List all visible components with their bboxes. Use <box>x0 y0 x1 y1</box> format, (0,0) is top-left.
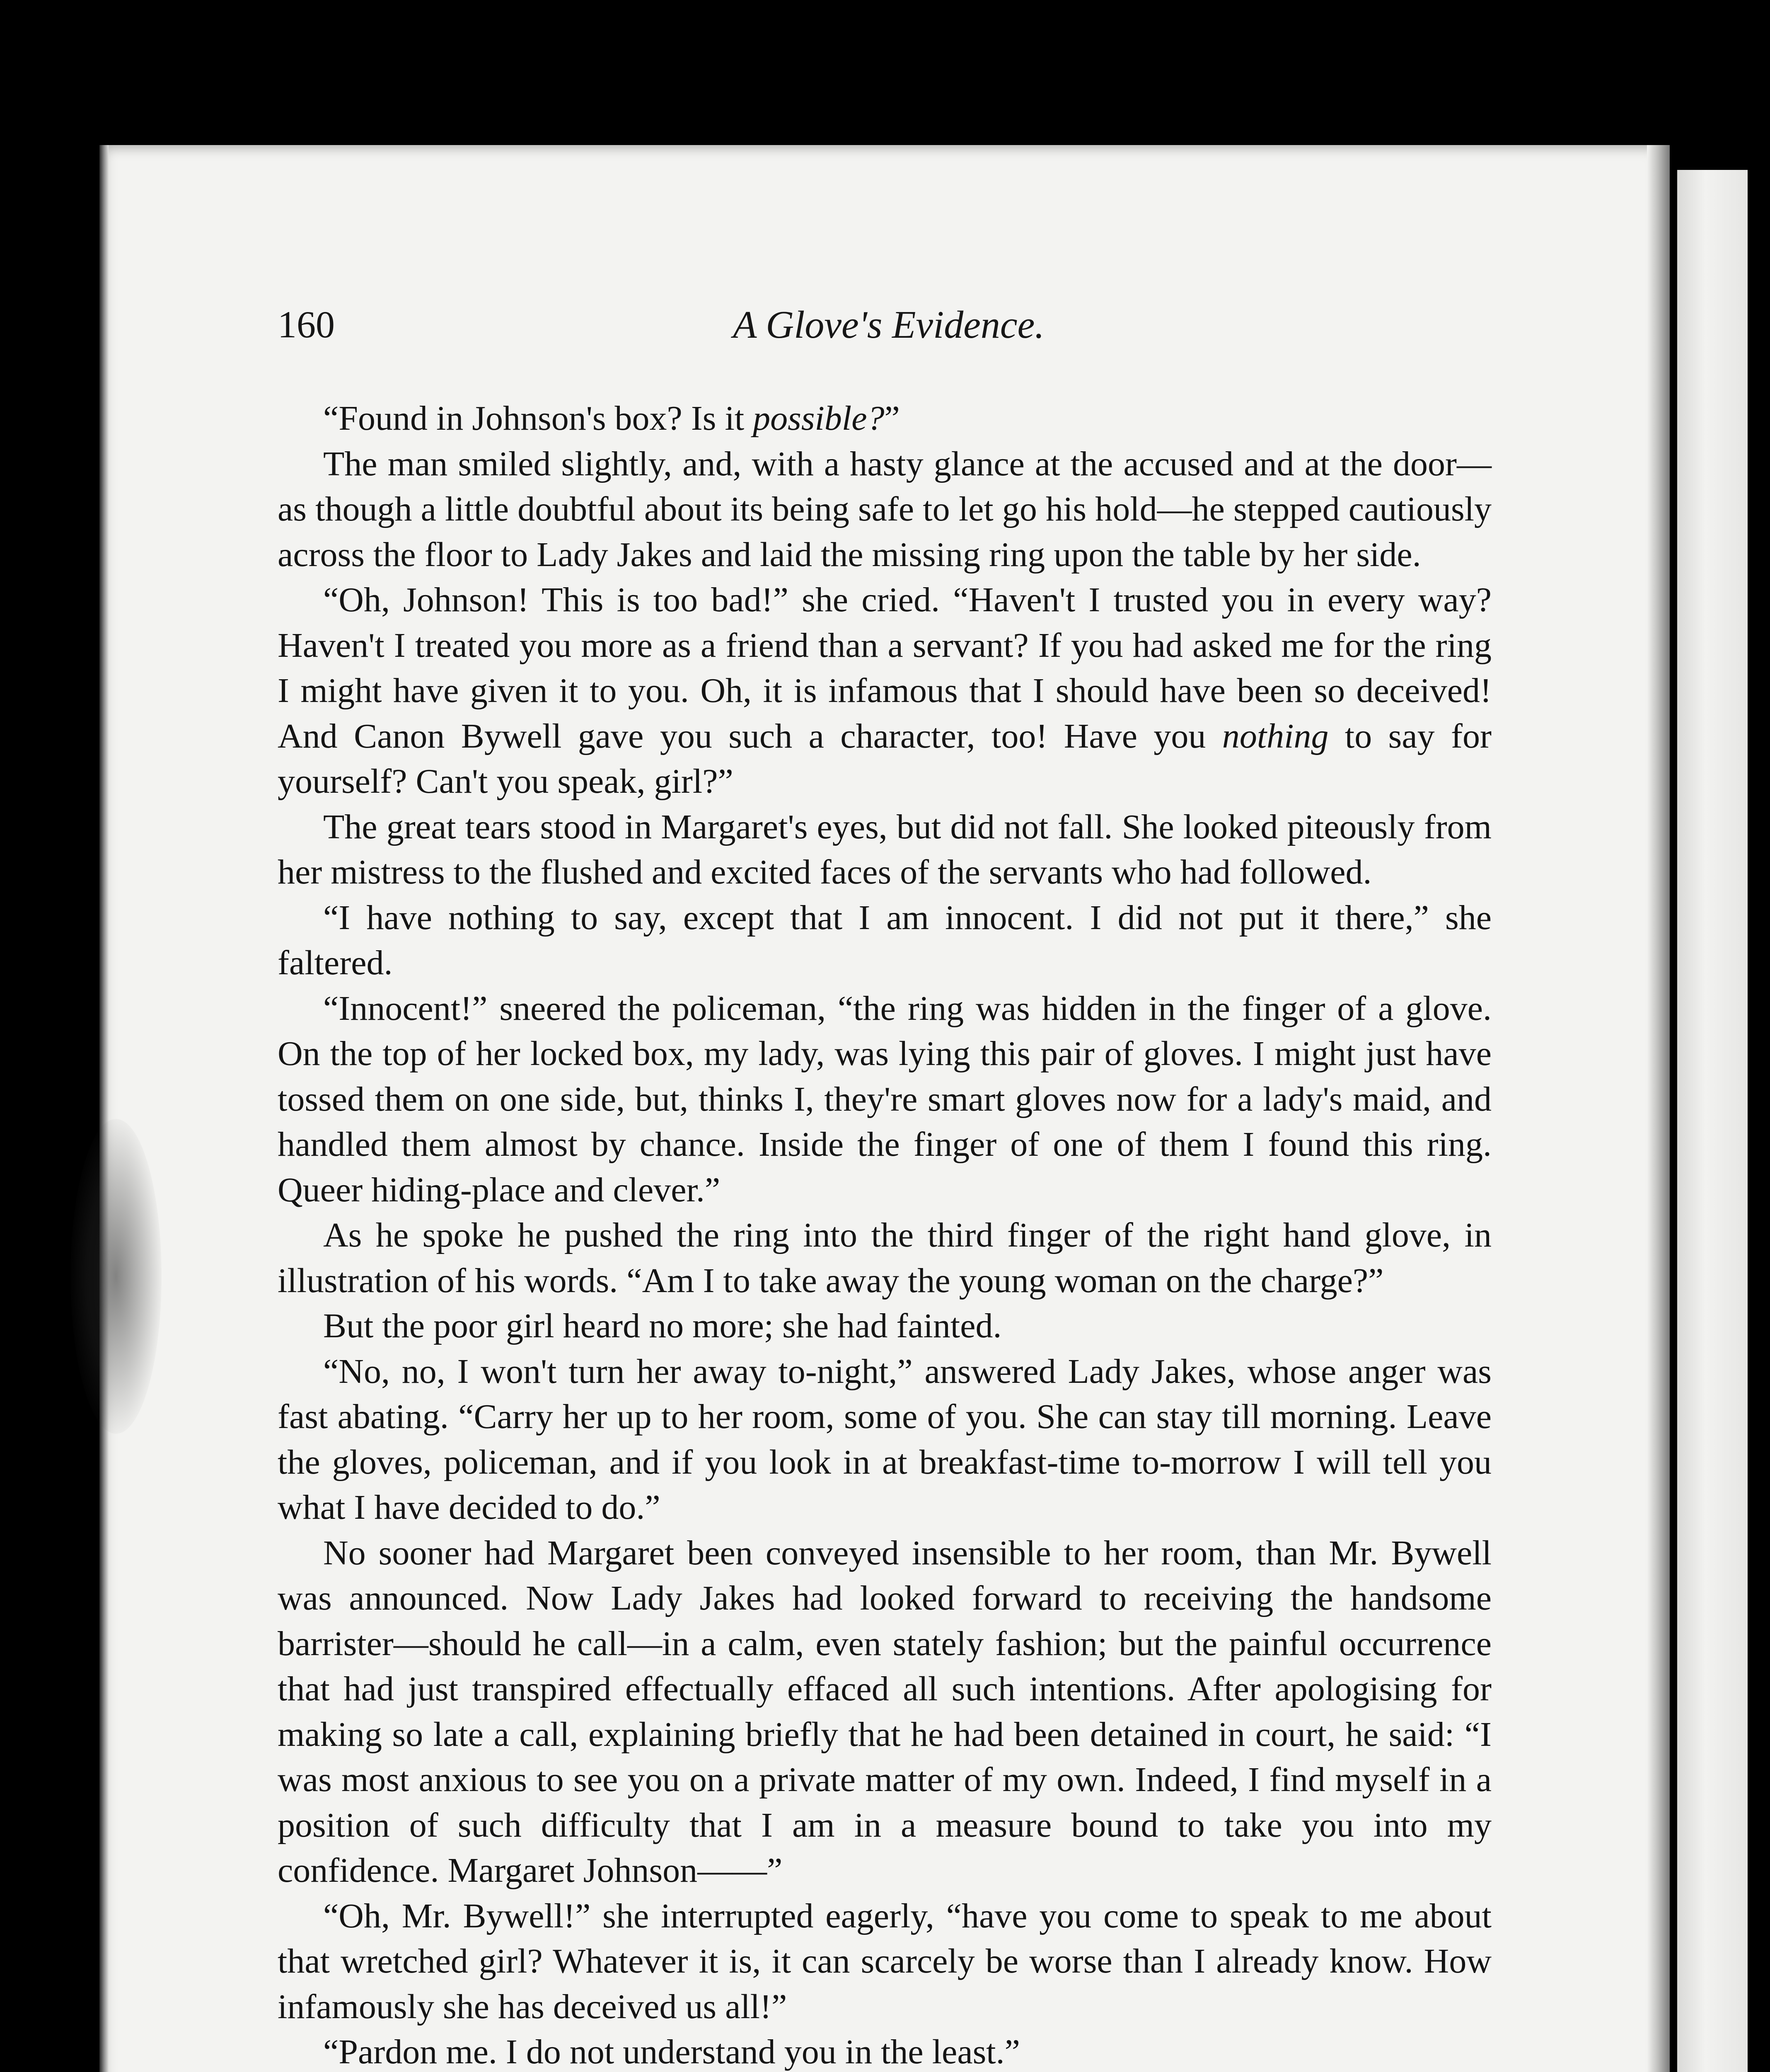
paragraph-3-text-a: “Oh, Johnson! This is too bad!” she cried. “Haven't I trusted you in every way? Haven't I treated you more as a friend than a servant? If you had asked me for the ring I might have given it to you. Oh, it is infamous that I should have been so deceived! And Canon Bywell gave you such a character, too! Have you <box>278 581 1492 755</box>
paragraph-7: As he spoke he pushed the ring into the third finger of the right hand glove, in illustration of his words. “Am I to take away the young woman on the charge?” <box>278 1216 1492 1300</box>
running-title: A Glove's Evidence. <box>733 303 1045 346</box>
paragraph-1-text-b: ” <box>884 399 900 438</box>
paragraph-5: “I have nothing to say, except that I am innocent. I did not put it there,” she faltered. <box>278 898 1492 982</box>
body-text <box>278 396 1492 2072</box>
paragraph-3-text-b: to say for yourself? Can't you speak, girl?” <box>278 716 1492 801</box>
paragraph-1-italic: possible? <box>753 399 885 438</box>
adjacent-page-edge <box>1677 170 1748 2072</box>
paragraph-11: “Oh, Mr. Bywell!” she interrupted eagerly, “have you come to speak to me about that wretched girl? Whatever it is, it can scarcely be worse than I already know. How infamously she has deceived us all!” <box>278 1896 1492 2026</box>
paragraph-3-italic: nothing <box>1222 716 1329 755</box>
paragraph-6: “Innocent!” sneered the policeman, “the ring was hidden in the finger of a glove. On the top of her locked box, my lady, was lying this pair of gloves. I might just have tossed them on one side, but, thinks I, they're smart gloves now for a lady's maid, and handled them almost by chance. Inside the finger of one of them I found this ring. Queer hiding-place and clever.” <box>278 989 1492 1209</box>
paragraph-2: The man smiled slightly, and, with a hasty glance at the accused and at the door—as though a little doubtful about its being safe to let go his hold—he stepped cautiously across the floor to Lady Jakes and laid the missing ring upon the table by her side. <box>278 444 1492 574</box>
page-number: 160 <box>278 303 335 346</box>
paragraph-10: No sooner had Margaret been conveyed insensible to her room, than Mr. Bywell was announced. Now Lady Jakes had looked forward to receiving the handsome barrister—should he call—in a calm, even stately fashion; but the painful occurrence that had just transpired effectually effaced all such intentions. After apologising for making so late a call, explaining briefly that he had been detained in court, he said: “I was most anxious to see you on a private matter of my own. Indeed, I find myself in a position of such difficulty that I am in a measure bound to take you into my confidence. Margaret Johnson——” <box>278 1533 1492 1890</box>
paragraph-4: The great tears stood in Margaret's eyes, but did not fall. She looked piteously from her mistress to the flushed and excited faces of the servants who had followed. <box>278 807 1492 891</box>
paragraph-8: But the poor girl heard no more; she had fainted. <box>323 1307 1002 1345</box>
paragraph-3 <box>278 577 1492 804</box>
thumb-shadow <box>70 1119 162 1434</box>
running-header <box>278 303 1500 356</box>
paragraph-12: “Pardon me. I do not understand you in the least.” <box>323 2033 1020 2071</box>
paragraph-1 <box>278 396 1492 441</box>
page-right-edge <box>1647 145 1670 2072</box>
paragraph-9: “No, no, I won't turn her away to-night,” answered Lady Jakes, whose anger was fast abating. “Carry her up to her room, some of you. She can stay till morning. Leave the gloves, policeman, and if you look in at breakfast-time to-morrow I will tell you what I have decided to do.” <box>278 1352 1492 1527</box>
paragraph-1-text-a: “Found in Johnson's box? Is it <box>323 399 753 438</box>
page-gutter-shadow <box>99 145 109 2072</box>
